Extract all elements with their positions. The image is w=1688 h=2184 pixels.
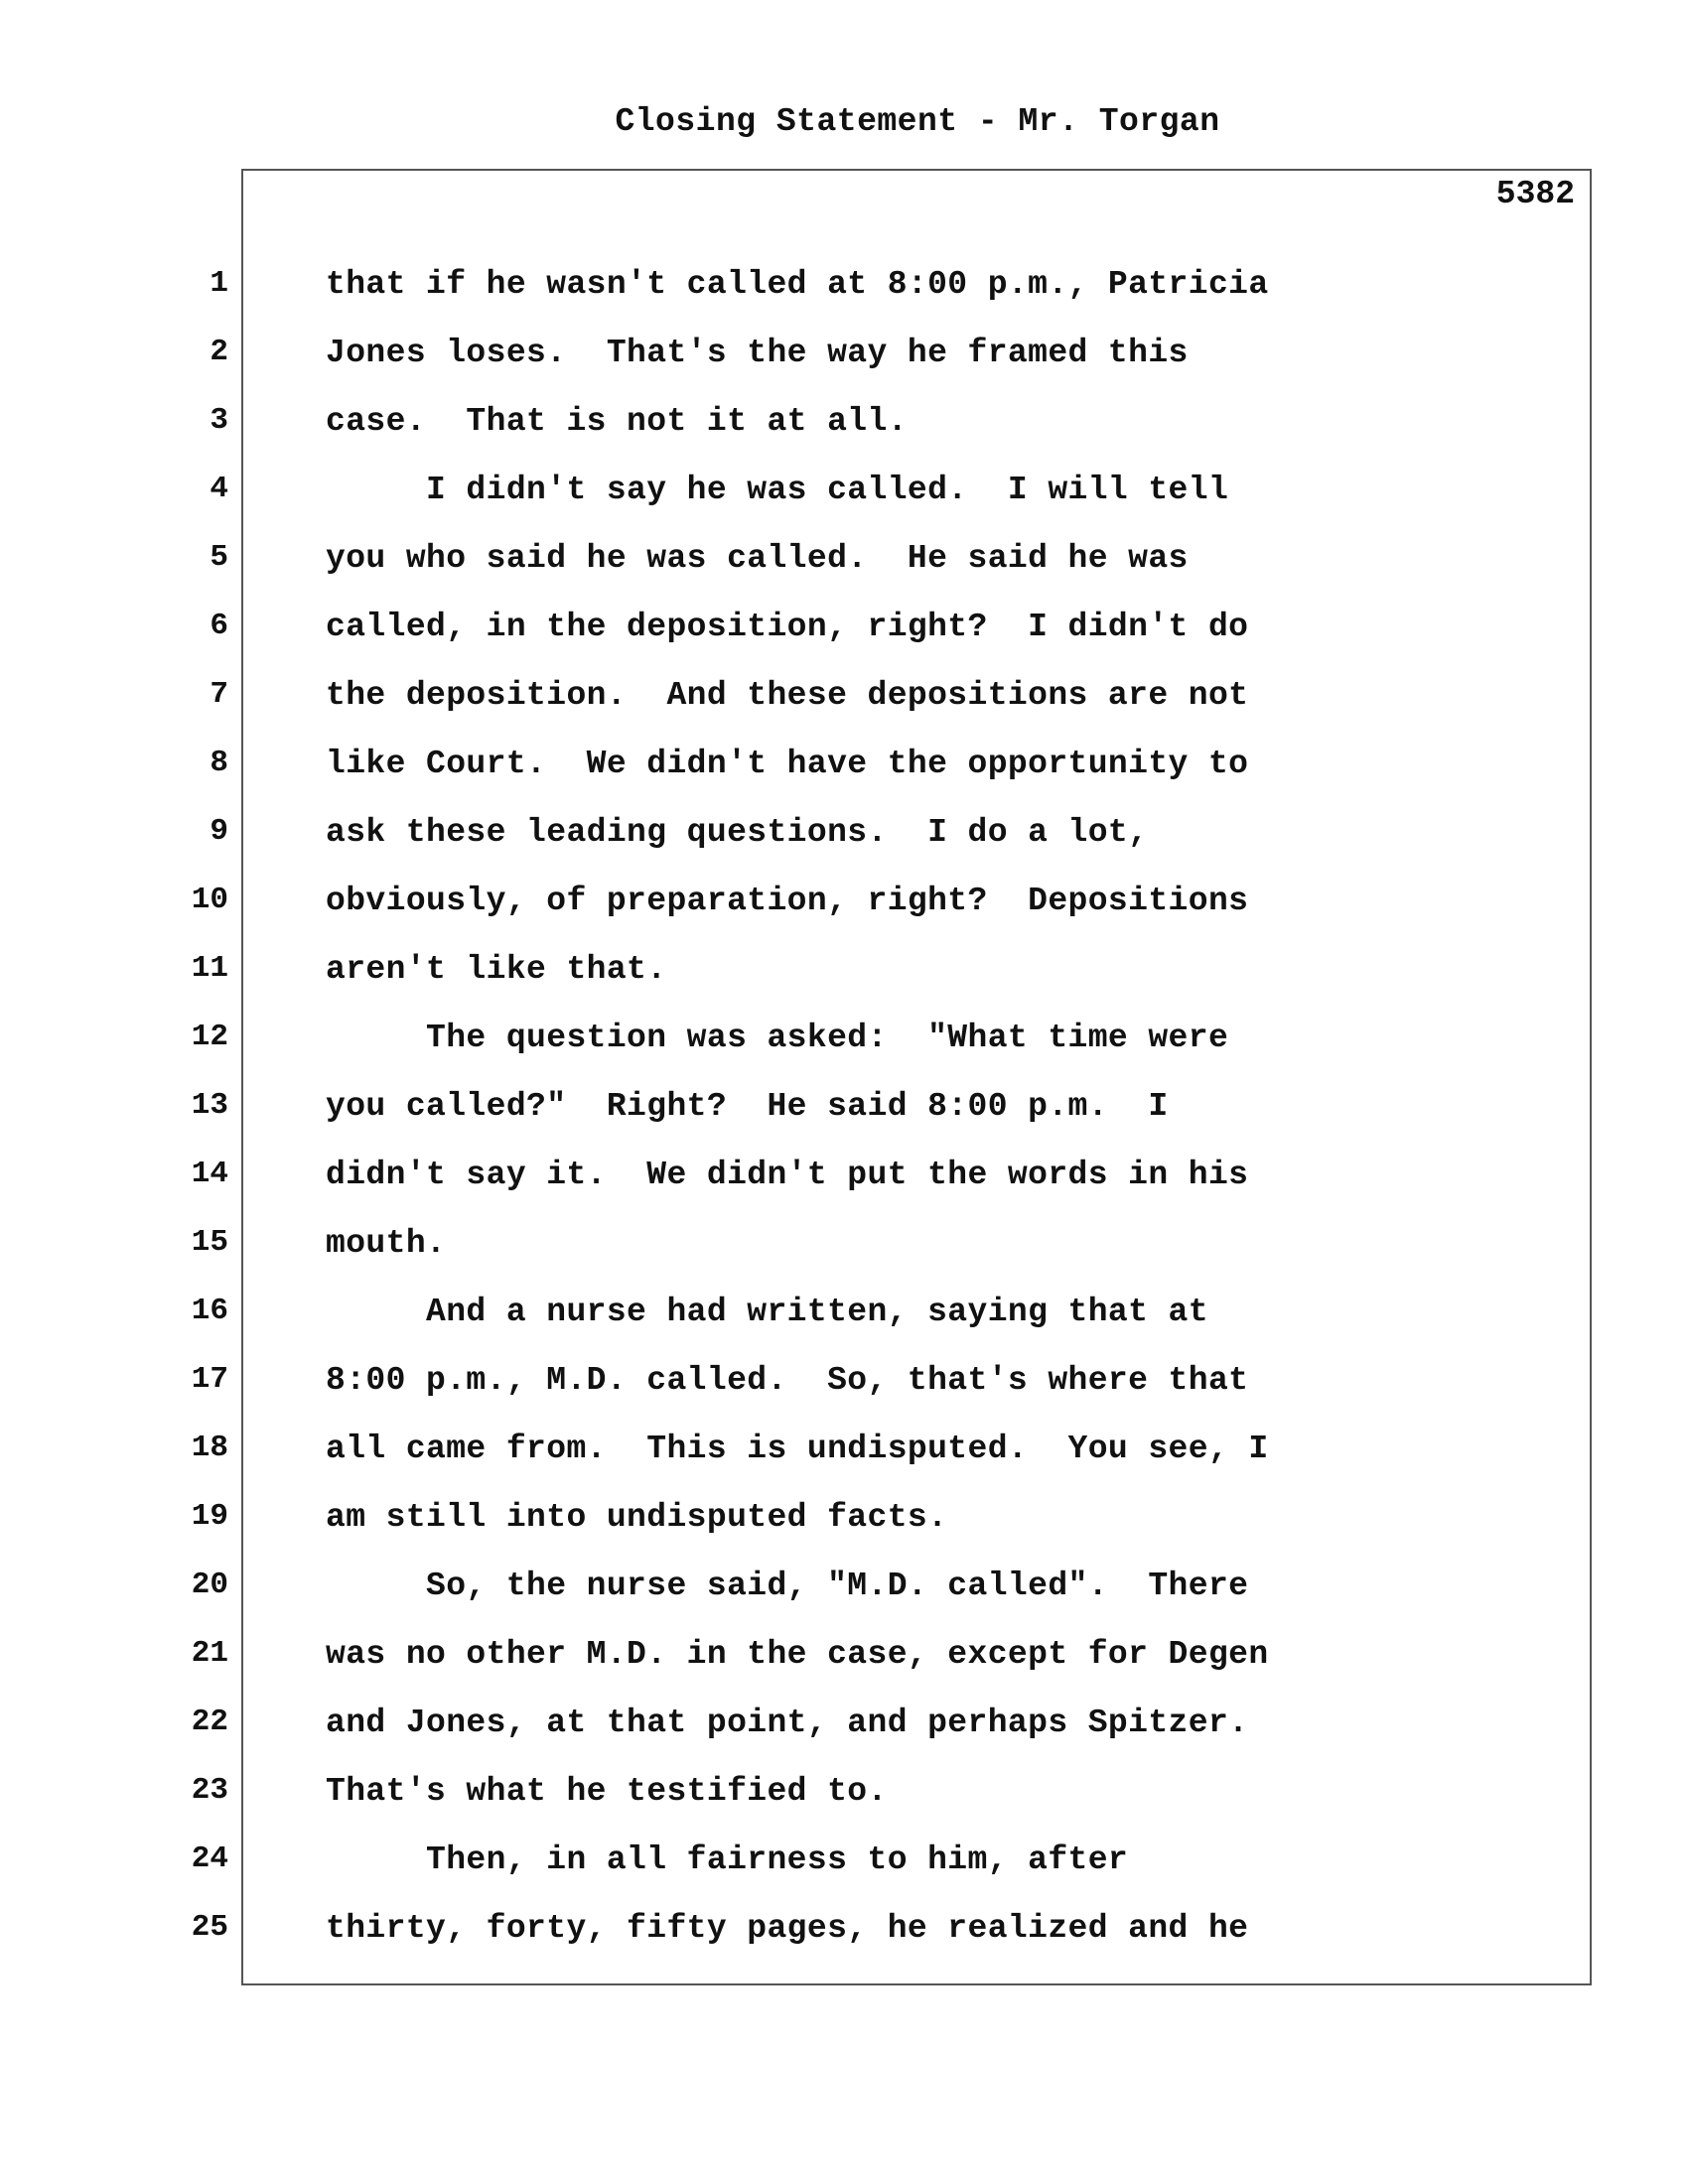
line-number: 15: [191, 1225, 228, 1260]
transcript-line: 8:00 p.m., M.D. called. So, that's where that: [326, 1362, 1249, 1399]
line-number: 3: [210, 403, 228, 438]
line-number: 4: [210, 472, 228, 506]
transcript-line: am still into undisputed facts.: [326, 1499, 948, 1536]
line-number: 18: [191, 1431, 228, 1465]
transcript-line: I didn't say he was called. I will tell: [326, 472, 1229, 508]
line-number: 8: [210, 746, 228, 780]
transcript-line: So, the nurse said, "M.D. called". There: [326, 1568, 1249, 1604]
page-number: 5382: [1495, 176, 1575, 212]
transcript-line: ask these leading questions. I do a lot,: [326, 814, 1149, 851]
line-number: 9: [210, 814, 228, 849]
line-number: 10: [191, 883, 228, 917]
line-number: 14: [191, 1157, 228, 1191]
transcript-line: all came from. This is undisputed. You see, I: [326, 1431, 1269, 1467]
line-number: 22: [191, 1705, 228, 1739]
transcript-line: was no other M.D. in the case, except for Degen: [326, 1636, 1269, 1673]
page-title: Closing Statement - Mr. Torgan: [615, 103, 1220, 140]
transcript-line: That's what he testified to.: [326, 1773, 888, 1810]
line-number: 17: [191, 1362, 228, 1397]
transcript-line: Jones loses. That's the way he framed this: [326, 335, 1189, 371]
line-number: 6: [210, 609, 228, 643]
line-number: 23: [191, 1773, 228, 1808]
transcript-line: the deposition. And these depositions are not: [326, 677, 1249, 714]
transcript-line: case. That is not it at all.: [326, 403, 908, 440]
transcript-line: obviously, of preparation, right? Depositions: [326, 883, 1249, 919]
line-number: 20: [191, 1568, 228, 1602]
line-number: 12: [191, 1020, 228, 1054]
transcript-line: you who said he was called. He said he was: [326, 540, 1189, 577]
line-number: 25: [191, 1910, 228, 1945]
line-number: 2: [210, 335, 228, 369]
line-number: 7: [210, 677, 228, 712]
transcript-line: The question was asked: "What time were: [326, 1020, 1229, 1056]
line-number: 5: [210, 540, 228, 575]
line-number: 1: [210, 266, 228, 301]
line-number: 11: [191, 951, 228, 986]
line-number: 19: [191, 1499, 228, 1534]
transcript-line: that if he wasn't called at 8:00 p.m., Patricia: [326, 266, 1269, 303]
line-number: 13: [191, 1088, 228, 1123]
transcript-line: you called?" Right? He said 8:00 p.m. I: [326, 1088, 1169, 1125]
transcript-line: aren't like that.: [326, 951, 667, 988]
transcript-line: And a nurse had written, saying that at: [326, 1294, 1208, 1330]
transcript-line: like Court. We didn't have the opportunity to: [326, 746, 1249, 782]
transcript-line: called, in the deposition, right? I didn't do: [326, 609, 1249, 645]
transcript-line: thirty, forty, fifty pages, he realized and he: [326, 1910, 1249, 1947]
line-number: 16: [191, 1294, 228, 1328]
line-number: 24: [191, 1842, 228, 1876]
transcript-line: didn't say it. We didn't put the words in his: [326, 1157, 1249, 1193]
line-number: 21: [191, 1636, 228, 1671]
transcript-line: and Jones, at that point, and perhaps Spitzer.: [326, 1705, 1249, 1741]
transcript-line: mouth.: [326, 1225, 447, 1262]
transcript-line: Then, in all fairness to him, after: [326, 1842, 1129, 1878]
